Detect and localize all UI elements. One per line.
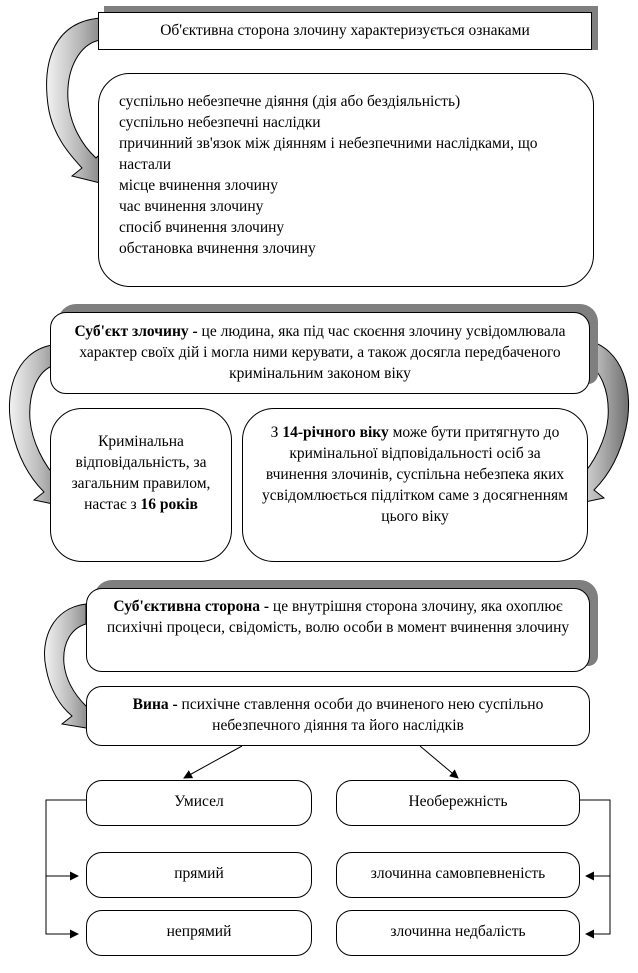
early-age-text: може бути притягнуто до кримінальної відповідальності осіб за вчинення злочинів, суспільна небезпека яких усвідомлюється підлітком саме з досягненням цього віку [262, 424, 568, 525]
feature-item: спосіб вчинення злочину [119, 219, 285, 236]
carelessness-label: злочинна недбалість [390, 923, 526, 940]
subject-term: Суб'єкт злочину - [74, 323, 198, 340]
general-age-value: 16 років [140, 496, 198, 513]
self-confidence-box [336, 852, 580, 898]
guilt-term: Вина - [132, 696, 178, 713]
general-age-text: Кримінальна відповідальність, за загальним правилом, настає з [71, 433, 211, 513]
subjective-definition: це внутрішня сторона злочину, яка охоплює психічні процеси, свідомість, волю особи в момент вчинення злочину [106, 598, 570, 636]
feature-item: час вчинення злочину [119, 198, 264, 215]
intent-bracket-lower [46, 800, 86, 934]
arrow-to-negligence [420, 746, 458, 778]
feature-item: суспільно небезпечні наслідки [119, 114, 321, 131]
indirect-intent-box [86, 910, 312, 956]
feature-item: місце вчинення злочину [119, 177, 278, 194]
objective-title: Об'єктивна сторона злочину характеризується ознаками [160, 22, 530, 39]
feature-item: суспільно небезпечне діяння (дія або бездіяльність) [119, 93, 461, 110]
negligence-box [336, 780, 580, 826]
carelessness-box [336, 910, 580, 956]
indirect-intent-label: непрямий [166, 923, 232, 940]
subject-definition: це людина, яка під час скоєння злочину усвідомлювала характер своїх дій і могла ними керувати, а також досягла передбаченого кримінальним законом віку [79, 323, 566, 382]
direct-intent-box [86, 852, 312, 898]
intent-label: Умисел [174, 793, 224, 810]
feature-item: обстановка вчинення злочину [119, 240, 316, 257]
direct-intent-label: прямий [174, 865, 224, 882]
early-age-prefix: З [270, 424, 283, 441]
intent-box [86, 780, 312, 826]
early-age-value: 14-річного віку [282, 424, 389, 441]
arrow-to-intent [184, 746, 242, 778]
self-confidence-label: злочинна самовпевненість [370, 865, 546, 882]
negligence-bracket-lower [580, 800, 610, 934]
negligence-label: Необережність [408, 793, 508, 810]
guilt-definition: психічне ставлення особи до вчиненого нею суспільно небезпечного діяння та його наслідків [177, 696, 544, 734]
subjective-term: Суб'єктивна сторона - [113, 598, 270, 615]
feature-item: причинний зв'язок між діянням і небезпечними наслідками, що настали [119, 135, 538, 173]
